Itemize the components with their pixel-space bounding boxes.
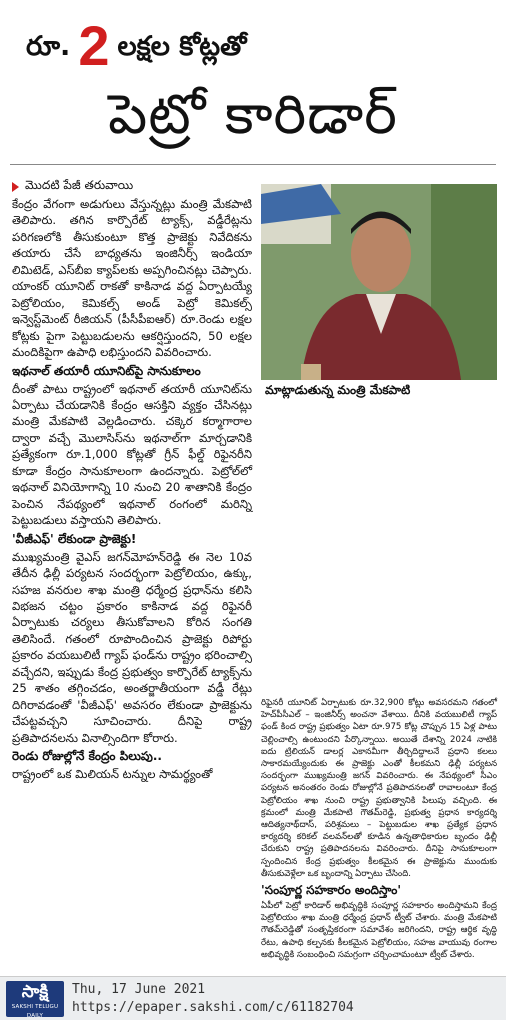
kicker-suffix: లక్షల కోట్లతో xyxy=(117,31,247,62)
minister-photo xyxy=(261,184,497,402)
triangle-bullet-icon xyxy=(12,182,19,192)
edition-date: Thu, 17 June 2021 xyxy=(72,982,206,997)
paragraph: ముఖ్యమంత్రి వైఎస్ జగన్‌మోహన్‌రెడ్డి ఈ నెల 10వ తేదీన ఢిల్లీ పర్యటన సందర్భంగా పెట్రోలియం, ఉక్కు, సహజ వనరుల శాఖ మంత్రి ధర్మేంద్ర ప్రధాన్‌ను కలిసి విభజన చట్టం ప్రకారం కాకినాడ వద్ద రిఫైనరీ ఏర్పాటుకు చర్యలు తీసుకోవాలని కోరిన సంగతి తెలిసిందే. గతంలో రూపొందించిన ప్రాజెక్టు రిపోర్టు ప్రకారం వయబులిటీ గ్యాప్ ఫండ్‌ను రాష్ట్రం భరించాల్సి వచ్చేదని, ఇప్పుడు కేంద్ర ప్రభుత్వం కార్పొరేట్ ట్యాక్స్‌ను 25 శాతం తగ్గించడం, అంతర్జాతీయంగా వడ్డీ రేట్లు దిగిరావడంతో 'వీజీఎఫ్' అవసరం లేకుండా ప్రాజెక్టును చేపట్టవచ్చని సూచించారు. దీనిపై రాష్ట్ర ప్రతిపాదనలను వినాల్సిందిగా కోరారు. xyxy=(12,549,252,745)
subheading: 'వీజీఎఫ్' లేకుండా ప్రాజెక్టు! xyxy=(12,531,137,546)
main-headline: పెట్రో కారిడార్ xyxy=(108,82,398,146)
edition-url[interactable]: https://epaper.sakshi.com/c/61182704 xyxy=(72,1000,354,1015)
subheading: రెండు రోజుల్లోనే కేంద్రం పిలుపు.. xyxy=(12,749,162,764)
paragraph: ఏపీలో పెట్రో కారిడార్ అభివృద్ధికి సంపూర్ణ సహకారం అందిస్తామని కేంద్ర పెట్రోలియం శాఖ మంత్రి ధర్మేంద్ర ప్రధాన్ ట్వీట్ చేశారు. మంత్రి మేకపాటి గౌతమ్‌రెడ్డితో సంతృప్తికరంగా సమావేశం జరిగిందని, రాష్ట్ర ఆర్థిక వృద్ధి రేటు, ఉపాధి కల్పనకు కీలకమైన పెట్రోలియం, సహజ వాయువు రంగాల అభివృద్ధికి సంబంధించి సమగ్రంగా చర్చించామంటూ ట్వీట్ చేశారు. xyxy=(261,901,497,960)
paragraph: రాష్ట్రంలో ఒక మిలియన్ టన్నుల సామర్థ్యంతో xyxy=(12,767,213,782)
photo-caption: మాట్లాడుతున్న మంత్రి మేకపాటి xyxy=(261,380,497,402)
subheading: 'సంపూర్ణ సహకారం అందిస్తాం' xyxy=(261,883,402,898)
divider xyxy=(10,164,496,165)
sakshi-logo[interactable] xyxy=(6,981,64,1017)
paragraph: కేంద్రం వేగంగా అడుగులు వేస్తున్నట్లు మంత్రి మేకపాటి తెలిపారు. తగిన కార్పొరేట్ ట్యాక్స్, వడ్డీరేట్లను పరిగణలోకి తీసుకుంటూ కొత్త ప్రాజెక్టు నివేదికను తయారు చేసే బాధ్యతను ఇంజినీర్స్ ఇండియా లిమిటెడ్, ఎస్‌బీఐ క్యాప్‌లకు అప్పగించినట్లు చెప్పారు. యాంకర్ యూనిట్ రాకతో కాకినాడ వద్ద ఏర్పాటయ్యే పెట్రోలియం, కెమికల్స్ అండ్ పెట్రో కెమికల్స్ ఇన్వెస్ట్‌మెంట్ రీజియన్ (పీసీపీఐఆర్) రూ.రెండు లక్షల కోట్లకు పైగా పెట్టుబడులను ఆకర్షిస్తుందని, 50 లక్షల మందికిపైగా ఉపాధి లభిస్తుందని వివరించారు. xyxy=(12,197,252,360)
epaper-footer xyxy=(0,976,506,1020)
left-article-column xyxy=(12,196,252,784)
subheading: ఇథనాల్ తయారీ యూనిట్‌పై సానుకూలం xyxy=(12,363,201,378)
continued-label xyxy=(12,178,133,195)
continued-label-text: మొదటి పేజీ తరువాయి xyxy=(25,178,134,192)
right-article-column xyxy=(261,697,497,962)
paragraph: దీంతో పాటు రాష్ట్రంలో ఇథనాల్ తయారీ యూనిట్‌ను ఏర్పాటు చేయడానికి కేంద్రం ఆసక్తిని వ్యక్తం చేసినట్లు మంత్రి మేకపాటి వెల్లడించారు. చక్కెర కర్మాగారాల ద్వారా వచ్చే మొలాసిస్‌ను ఇథనాల్‌గా మార్చడానికి ప్రత్యేకంగా రూ.1,000 కోట్లతో గ్రీన్ ఫీల్డ్ రిఫైనరీని కూడా కేంద్రం సానుకూలంగా ఉందన్నారు. పెట్రోల్‌లో ఇథనాల్ వినియోగాన్ని 10 నుంచి 20 శాతానికి కేంద్రం పెంచిన నేపథ్యంలో ఇథనాల్ రంగంలో మరిన్ని పెట్టుబడులు వస్తాయని తెలిపారు. xyxy=(12,381,252,528)
person-photo-icon xyxy=(261,184,497,380)
kicker-prefix: రూ. xyxy=(26,31,71,62)
headline-kicker xyxy=(26,14,247,78)
kicker-number: 2 xyxy=(78,14,110,77)
logo-sub: SAKSHI TELUGU DAILY xyxy=(11,1004,59,1019)
paragraph: రిఫైనరీ యూనిట్ ఏర్పాటుకు రూ.32,900 కోట్లు అవసరమని గతంలో హెచ్‌పీసీఎల్ – ఇంజినీర్స్ అంచనా వేశాయి. దీనికి వయబులిటీ గ్యాప్ ఫండ్ కింద రాష్ట్ర ప్రభుత్వం ఏటా రూ.975 కోట్ల చొప్పున 15 ఏళ్ల పాటు చెల్లించాల్సి ఉంటుందని పేర్కొన్నాయి. అయితే దేశాన్ని 2024 నాటికి ఐదు ట్రిలియన్ డాలర్ల ఎకానమీగా తీర్చిదిద్దాలనే ప్రధాని కలలు సాకారమయ్యేందుకు ఈ ప్రాజెక్టు ఎంతో కీలకమని ఢిల్లీ పర్యటన సందర్భంగా ముఖ్యమంత్రి జగన్ వివరించారు. ఈ నేపథ్యంలో సీఎం పర్యటన అనంతరం రెండు రోజుల్లోనే ప్రతిపాదనలతో రావాలంటూ కేంద్ర పెట్రోలియం శాఖ నుంచి రాష్ట్ర ప్రభుత్వానికి పిలుపు వచ్చింది. ఈ క్రమంలో మంత్రి మేకపాటి గౌతమ్‌రెడ్డి, ప్రభుత్వ ప్రధాన కార్యదర్శి ఆదిత్యనాథ్‌దాస్, పరిశ్రమలు – పెట్టుబడుల శాఖ ప్రత్యేక ప్రధాన కార్యదర్శి కరికల్ వలవన్‌లతో కూడిన ఉన్నతాధికారుల బృందం ఢిల్లీ చేరుకుని రాష్ట్ర ప్రతిపాదనలను వివరించారు. దీనిపై సానుకూలంగా స్పందించిన కేంద్ర ప్రభుత్వం కీలకమైన ఈ ప్రాజెక్టును ముందుకు తీసుకువెళ్లేలా ఒక బృందాన్ని ఏర్పాటు చేసింది. xyxy=(261,698,497,879)
logo-main: సాక్షి xyxy=(21,982,49,1002)
